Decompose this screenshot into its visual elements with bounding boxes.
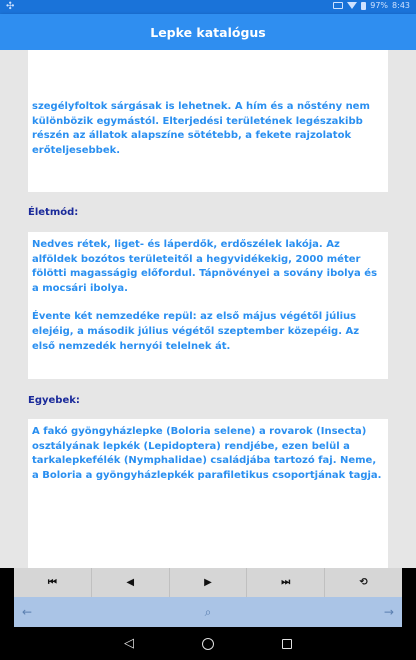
previous-icon: ◀ (126, 577, 135, 588)
egyebek-card (28, 419, 388, 568)
bottom-nav-bar (14, 597, 402, 627)
status-bar (0, 0, 416, 14)
clock: 8:43 (392, 1, 410, 10)
description-text: szegélyfoltok sárgásak is lehetnek. A hím és a nőstény nem különbözik egymástól. Elterjedési területének legészakibb részén az állatok alapszíne sötétebb, a fekete rajzolatok erőteljesebbek. (32, 101, 370, 156)
skip-last-icon: ⏭ (281, 577, 291, 588)
scroll-content[interactable] (0, 50, 416, 568)
app-notification-icon: ✣ (6, 1, 15, 12)
search-icon[interactable]: ⌕ (204, 604, 212, 619)
section-heading-egyebek: Egyebek: (28, 395, 80, 406)
first-button[interactable] (14, 568, 92, 597)
skip-first-icon: ⏮ (47, 577, 57, 588)
system-home-icon[interactable] (202, 638, 214, 650)
system-recents-icon[interactable] (282, 639, 292, 649)
description-card (28, 50, 388, 192)
back-arrow-icon[interactable]: ← (22, 605, 33, 619)
section-heading-eletmod: Életmód: (28, 207, 79, 218)
page-title: Lepke katalógus (150, 24, 266, 40)
eletmod-paragraph-2: Évente két nemzedéke repül: az első május végétől július elejéig, a második július végétől szeptember közepéig. Az első nemzedék hernyói telelnek át. (32, 311, 360, 352)
refresh-icon: ⟲ (359, 577, 368, 588)
eletmod-card (28, 232, 388, 379)
battery-percent: 97% (370, 1, 389, 10)
system-back-icon[interactable]: ◁ (124, 636, 134, 651)
last-button[interactable] (247, 568, 325, 597)
cast-icon (333, 2, 343, 9)
eletmod-paragraph-1: Nedves rétek, liget- és láperdők, erdőszélek lakója. Az alföldek bozótos területeitől a hegyvidékekig, 2000 méter fölötti magasságig előfordul. Tápnövényei a sovány ibolya és a mocsári ibolya. (32, 239, 378, 294)
battery-icon (361, 2, 366, 10)
wifi-icon (347, 2, 357, 9)
next-button[interactable] (170, 568, 248, 597)
egyebek-paragraph-1: A fakó gyöngyházlepke (Boloria selene) a rovarok (Insecta) osztályának lepkék (Lepidoptera) rendjébe, ezen belül a tarkalepkefélék (Nymphalidae) családjába tartozó faj. Neme, a Boloria a gyöngyházlepkék parafiletikus csoportjának tagja. (32, 426, 382, 481)
previous-button[interactable] (92, 568, 170, 597)
media-toolbar (14, 568, 402, 597)
next-icon: ▶ (204, 577, 212, 588)
system-navigation-bar (0, 627, 416, 660)
refresh-button[interactable] (325, 568, 402, 597)
app-bar (0, 14, 416, 50)
status-icons (333, 1, 410, 10)
forward-arrow-icon[interactable]: → (383, 605, 394, 619)
